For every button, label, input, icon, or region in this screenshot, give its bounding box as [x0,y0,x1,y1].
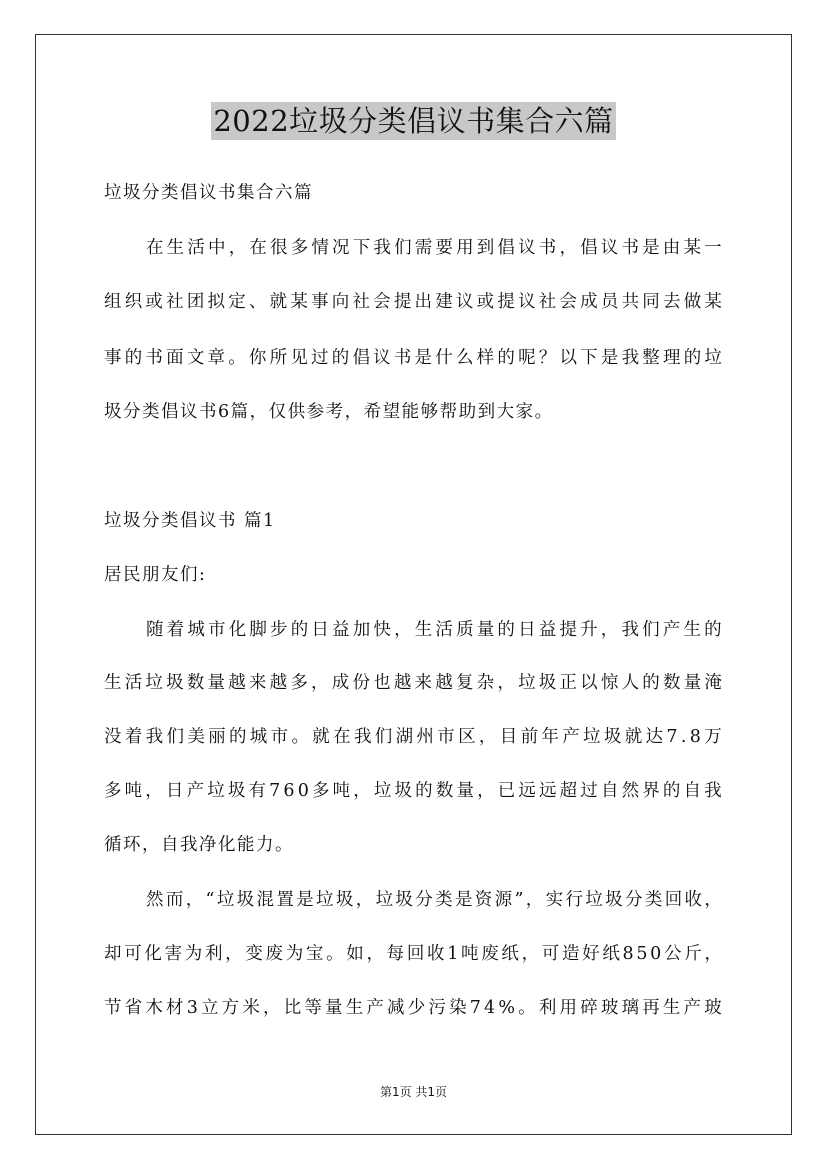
paragraph-line: 然 而 ， “ 垃 圾 混 置 是 垃 圾 ， 垃 圾 分 类 是 资 源 ” ， 实 行 垃 圾 分 类 回 收 ， [146,890,722,910]
paragraph-line: 多 吨 ， 日 产 垃 圾 有 7 6 0 多 吨 ， 垃 圾 的 数 量 ， 已 远 远 超 过 自 然 界 的 自 我 [104,781,722,801]
paragraph-line: 没 着 我 们 美 丽 的 城 市 。 就 在 我 们 湖 州 市 区 ， 目 前 年 产 垃 圾 就 达 7 . 8 万 [104,727,722,747]
intro-line: 在 生 活 中 ， 在 很 多 情 况 下 我 们 需 要 用 到 倡 议 书 ， 倡 议 书 是 由 某 一 [146,238,722,258]
subtitle: 垃圾分类倡议书集合六篇 [104,183,313,203]
paragraph-line: 节 省 木 材 3 立 方 米 ， 比 等 量 生 产 减 少 污 染 7 4 % 。 利 用 碎 玻 璃 再 生 产 玻 [104,998,722,1018]
section-heading: 垃圾分类倡议书 篇1 [104,511,276,531]
intro-line: 事 的 书 面 文 章 。 你 所 见 过 的 倡 议 书 是 什 么 样 的 呢 ？ 以 下 是 我 整 理 的 垃 [104,348,722,368]
paragraph-line: 循环，自我净化能力。 [104,835,294,855]
title-container [0,102,827,140]
document-title: 2022垃圾分类倡议书集合六篇 [213,104,614,138]
intro-line: 圾分类倡议书6篇，仅供参考，希望能够帮助到大家。 [104,402,554,422]
paragraph-line: 随 着 城 市 化 脚 步 的 日 益 加 快 ， 生 活 质 量 的 日 益 提 升 ， 我 们 产 生 的 [146,620,722,640]
paragraph-line: 却 可 化 害 为 利 ， 变 废 为 宝 。 如 ， 每 回 收 1 吨 废 纸 ， 可 造 好 纸 8 5 0 公 斤 ， [104,944,722,964]
paragraph-line: 生 活 垃 圾 数 量 越 来 越 多 ， 成 份 也 越 来 越 复 杂 ， 垃 圾 正 以 惊 人 的 数 量 淹 [104,673,722,693]
page-footer: 第1页 共1页 [379,1085,448,1099]
greeting: 居民朋友们: [104,565,207,585]
intro-line: 组 织 或 社 团 拟 定 、 就 某 事 向 社 会 提 出 建 议 或 提 议 社 会 成 员 共 同 去 做 某 [104,292,722,312]
